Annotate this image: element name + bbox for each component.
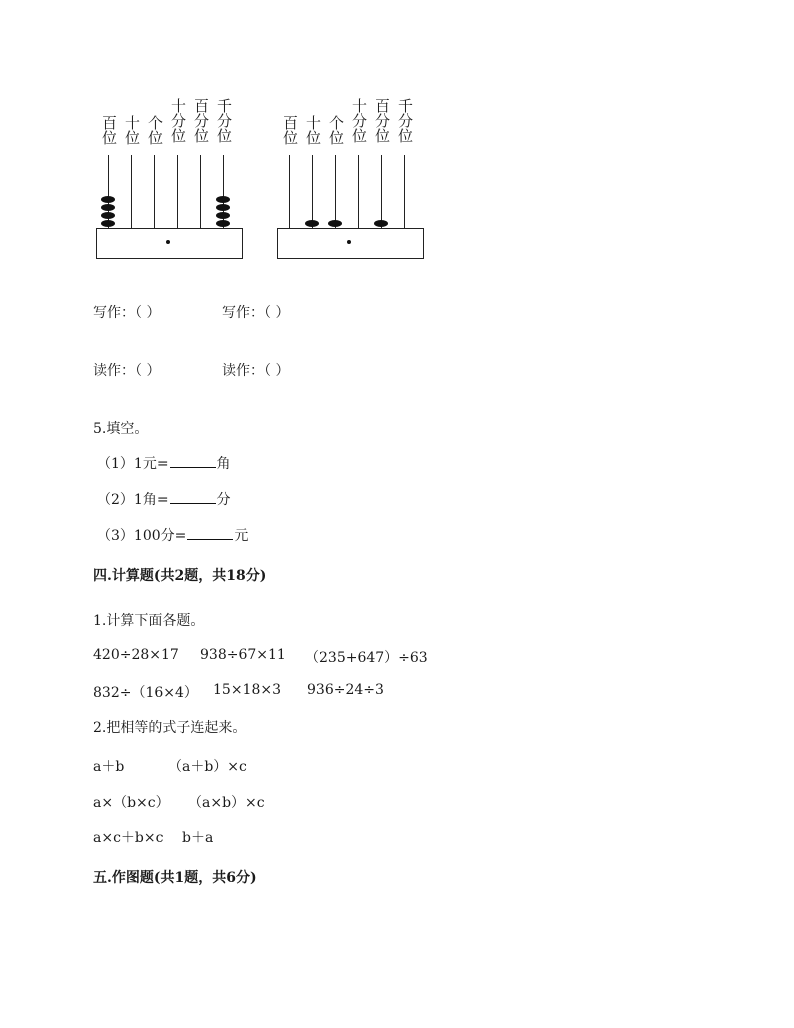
q5-item-1-prefix: （1）1元= bbox=[97, 456, 169, 472]
q5-item-2 bbox=[97, 489, 231, 509]
q5-item-2-blank[interactable] bbox=[170, 489, 216, 504]
section4-q2-title: 2.把相等的式子连起来。 bbox=[93, 720, 247, 736]
abacus-right-rod-6 bbox=[404, 155, 405, 228]
abacus-right-rod-5 bbox=[381, 155, 382, 228]
abacus-left-bead bbox=[101, 196, 115, 203]
abacus-right-rod-1 bbox=[289, 155, 290, 228]
abacus-right-bead bbox=[328, 220, 342, 227]
abacus-left-bead bbox=[216, 196, 230, 203]
abacus-left-label-ones: 个位 bbox=[146, 115, 164, 145]
abacus-left-bead bbox=[101, 204, 115, 211]
abacus-left-label-hundredths: 百分位 bbox=[192, 98, 210, 143]
abacus-left-rod-5 bbox=[200, 155, 201, 228]
abacus-left-label-thousandths: 千分位 bbox=[215, 98, 233, 143]
abacus-left-bead bbox=[216, 220, 230, 227]
abacus-left-bead bbox=[101, 212, 115, 219]
abacus-right-bead bbox=[305, 220, 319, 227]
calc-1-1: 420÷28×17 bbox=[93, 647, 179, 663]
q5-item-2-suffix: 分 bbox=[216, 492, 231, 508]
abacus-left-bead bbox=[216, 204, 230, 211]
pair-2-left: a×（b×c） bbox=[93, 795, 170, 811]
calc-2-2: 15×18×3 bbox=[213, 682, 281, 698]
pair-3-right: b＋a bbox=[182, 830, 214, 846]
read-right: 读作：（ ） bbox=[222, 363, 290, 379]
abacus-left bbox=[96, 95, 246, 265]
q5-item-1 bbox=[97, 453, 231, 473]
abacus-right-dot bbox=[347, 240, 351, 244]
abacus-right-rod-2 bbox=[312, 155, 313, 228]
pair-1-left: a＋b bbox=[93, 759, 125, 775]
abacus-right-label-tenths: 十分位 bbox=[350, 98, 368, 143]
abacus-right-rod-4 bbox=[358, 155, 359, 228]
abacus-right-frame bbox=[277, 228, 424, 259]
q5-item-3 bbox=[97, 525, 248, 545]
abacus-right-bead bbox=[374, 220, 388, 227]
q5-title: 5.填空。 bbox=[93, 421, 149, 437]
calc-1-2: 938÷67×11 bbox=[200, 647, 286, 663]
abacus-left-bead bbox=[216, 212, 230, 219]
abacus-left-rod-4 bbox=[177, 155, 178, 228]
read-left: 读作：（ ） bbox=[93, 363, 161, 379]
q5-item-1-blank[interactable] bbox=[170, 453, 216, 468]
pair-2-right: （a×b）×c bbox=[188, 795, 265, 811]
q5-item-3-blank[interactable] bbox=[187, 525, 233, 540]
section4-title: 四.计算题(共2题，共18分) bbox=[93, 568, 267, 584]
calc-2-1: 832÷（16×4） bbox=[93, 685, 198, 701]
abacus-right-label-ones: 个位 bbox=[327, 115, 345, 145]
abacus-left-label-tenths: 十分位 bbox=[169, 98, 187, 143]
pair-3-left: a×c＋b×c bbox=[93, 830, 164, 846]
abacus-right-label-hundreds: 百位 bbox=[281, 115, 299, 145]
write-right: 写作：（ ） bbox=[222, 305, 290, 321]
abacus-right bbox=[277, 95, 427, 265]
abacus-left-dot bbox=[166, 240, 170, 244]
abacus-left-label-tens: 十位 bbox=[123, 115, 141, 145]
abacus-right-label-tens: 十位 bbox=[304, 115, 322, 145]
abacus-left-frame bbox=[96, 228, 243, 259]
q5-item-3-suffix: 元 bbox=[234, 528, 249, 544]
section4-q1-title: 1.计算下面各题。 bbox=[93, 613, 205, 629]
abacus-right-rod-3 bbox=[335, 155, 336, 228]
abacus-left-rod-3 bbox=[154, 155, 155, 228]
abacus-left-rod-2 bbox=[131, 155, 132, 228]
q5-item-1-suffix: 角 bbox=[216, 456, 231, 472]
write-left: 写作：（ ） bbox=[93, 305, 161, 321]
q5-item-2-prefix: （2）1角= bbox=[97, 492, 169, 508]
pair-1-right: （a＋b）×c bbox=[168, 759, 247, 775]
abacus-left-label-hundreds: 百位 bbox=[100, 115, 118, 145]
calc-2-3: 936÷24÷3 bbox=[307, 682, 384, 698]
abacus-right-label-hundredths: 百分位 bbox=[373, 98, 391, 143]
abacus-left-bead bbox=[101, 220, 115, 227]
calc-1-3: （235+647）÷63 bbox=[305, 650, 428, 666]
section5-title: 五.作图题(共1题，共6分) bbox=[93, 870, 257, 886]
q5-item-3-prefix: （3）100分= bbox=[97, 528, 187, 544]
abacus-right-label-thousandths: 千分位 bbox=[396, 98, 414, 143]
